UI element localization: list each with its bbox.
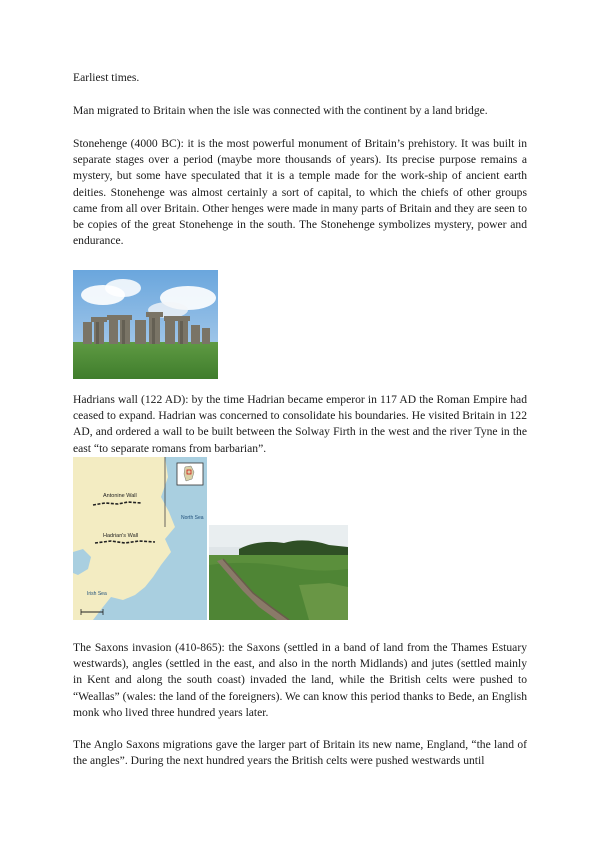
stonehenge-photo bbox=[73, 270, 218, 379]
paragraph-anglo-saxons: The Anglo Saxons migrations gave the larger part of Britain its new name, England, “the land of the angles”. During the next hundred years the British celts were pushed westwards until bbox=[73, 738, 527, 768]
paragraph-saxons: The Saxons invasion (410-865): the Saxons (settled in a band of land from the Thames Estuary westwards), angles (settled in the east, and also in the north Midlands) and jutes (settled mainly in Kent and along the south coast) invaded the land, while the British celts were pushed to “Weallas” (wales: the land of the foreigners). We can know this period thanks to Bede, an English monk who lived three hundred years later. bbox=[73, 641, 527, 719]
paragraph-migration: Man migrated to Britain when the isle was connected with the continent by a land bridge. bbox=[73, 104, 488, 117]
section-heading: Earliest times. bbox=[73, 71, 140, 84]
north-sea-label: North Sea bbox=[181, 515, 204, 521]
irish-sea-label: Irish Sea bbox=[87, 591, 107, 597]
paragraph-stonehenge: Stonehenge (4000 BC): it is the most powerful monument of Britain’s prehistory. It was built in separate stages over a period (maybe more thousands of years). Its precise purpose remains a mystery, but some have speculated that it is a temple made for the work-ship of ancient earth deities. Stonehenge was almost certainly a sort of capital, to which the chiefs of other groups came from all over Britain. Other henges were made in many parts of Britain and they are seen to be copies of the great Stonehenge in the south. The Stonehenge symbolizes mystery, power and endurance. bbox=[73, 137, 527, 248]
hadrians-wall-label: Hadrian's Wall bbox=[103, 533, 139, 539]
antonine-wall-label: Antonine Wall bbox=[103, 493, 137, 499]
paragraph-hadrians-wall: Hadrians wall (122 AD): by the time Hadrian became emperor in 117 AD the Roman Empire had ceased to expand. Hadrian was concerned to consolidate his boundaries. He visited Britain in 122 AD, and ordered a wall to be built between the Solway Firth in the west and the river Tyne in the east “to separate romans from barbarian”. bbox=[73, 393, 527, 455]
hadrians-wall-photo bbox=[209, 525, 348, 620]
hadrians-wall-map bbox=[73, 457, 207, 620]
